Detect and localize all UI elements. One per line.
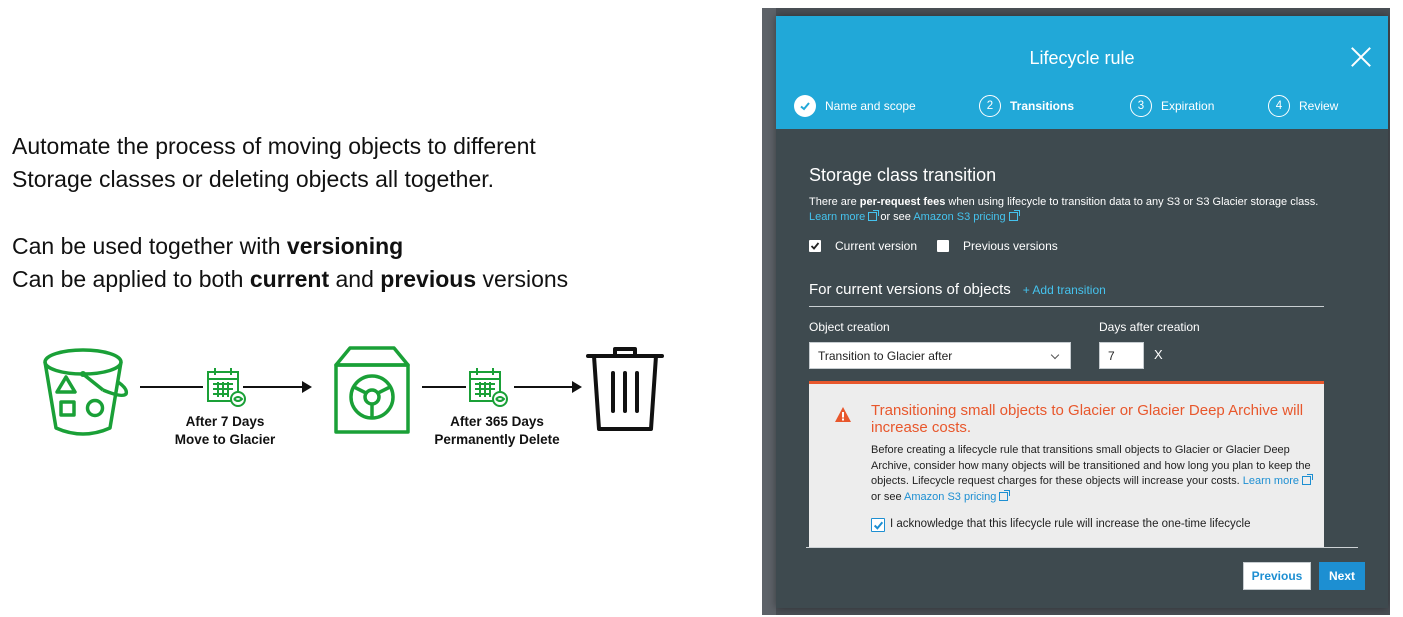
days-after-creation-label: Days after creation [1099, 320, 1200, 334]
para1-line2: Storage classes or deleting objects all together. [12, 166, 495, 192]
calendar-icon [467, 366, 509, 408]
lifecycle-rule-modal [776, 16, 1388, 608]
para2-line2: Can be applied to both current and previous versions [12, 266, 569, 292]
step-expiration[interactable] [1130, 95, 1214, 117]
modal-footer [776, 548, 1388, 608]
previous-button[interactable]: Previous [1243, 562, 1311, 590]
remove-transition-button[interactable]: X [1154, 347, 1163, 362]
modal-body[interactable] [776, 129, 1388, 548]
current-version-checkbox[interactable] [809, 240, 821, 252]
para1-line1: Automate the process of moving objects to different [12, 133, 536, 159]
previous-versions-label: Previous versions [963, 239, 1058, 253]
s3-pricing-link[interactable]: Amazon S3 pricing [904, 490, 997, 503]
current-versions-title: For current versions of objects + Add transition [809, 281, 1106, 298]
days-after-creation-input[interactable]: 7 [1099, 342, 1144, 369]
trash-icon [585, 345, 665, 433]
step-number: 4 [1268, 95, 1290, 117]
step-transitions[interactable] [979, 95, 1074, 117]
acknowledge-row [871, 518, 1311, 532]
para2-line1: Can be used together with versioning [12, 233, 404, 259]
previous-versions-checkbox[interactable] [937, 240, 949, 252]
modal-header [776, 16, 1388, 129]
step-label: Name and scope [825, 99, 916, 113]
step-name-and-scope[interactable] [794, 95, 916, 117]
step-review[interactable] [1268, 95, 1338, 117]
s3-bucket-icon [40, 342, 130, 438]
external-link-icon [999, 492, 1008, 501]
step-label: Transitions [1010, 99, 1075, 113]
learn-more-link[interactable]: Learn more [809, 211, 866, 223]
flow-label-move-to-glacier: After 7 Days Move to Glacier [174, 414, 276, 447]
slide-paragraph-automate [12, 130, 536, 196]
step-label: Review [1299, 99, 1339, 113]
calendar-icon [205, 366, 247, 408]
flow-label-permanently-delete: After 365 Days Permanently Delete [434, 414, 560, 447]
step-complete-check-icon [794, 95, 816, 117]
section-title: Storage class transition [809, 165, 997, 185]
cost-warning-alert [809, 381, 1324, 548]
slide-paragraph-versioning [12, 230, 568, 296]
modal-title: Lifecycle rule [1029, 48, 1135, 68]
object-creation-select[interactable]: Transition to Glacier after [809, 342, 1071, 369]
section-divider [809, 306, 1324, 307]
chevron-down-icon [1051, 351, 1059, 359]
aws-console-screenshot [762, 8, 1390, 615]
step-number: 3 [1130, 95, 1152, 117]
s3-pricing-link[interactable]: Amazon S3 pricing [913, 211, 1006, 223]
warning-title: Transitioning small objects to Glacier or Glacier Deep Archive will increase costs. [871, 402, 1304, 436]
current-version-label: Current version [835, 239, 918, 253]
step-label: Expiration [1161, 99, 1215, 113]
close-icon[interactable] [1350, 46, 1372, 68]
learn-more-link[interactable]: Learn more [1242, 475, 1299, 487]
add-transition-link[interactable]: + Add transition [1022, 283, 1106, 297]
warning-icon [834, 406, 852, 424]
glacier-vault-icon [332, 345, 412, 435]
next-button[interactable]: Next [1319, 562, 1365, 590]
per-request-fees-notice: There are per-request fees when using lifecycle to transition data to any S3 or S3 Glacier storage class. Learn more or see Amazon S3 pricing [809, 196, 1319, 223]
step-number: 2 [979, 95, 1001, 117]
external-link-icon [1302, 476, 1311, 485]
external-link-icon [1009, 212, 1018, 221]
console-background [762, 8, 776, 615]
acknowledge-label: I acknowledge that this lifecycle rule will increase the one-time lifecycle [890, 518, 1251, 530]
external-link-icon [868, 212, 877, 221]
version-checkboxes [809, 239, 1078, 253]
acknowledge-checkbox[interactable] [871, 518, 885, 532]
warning-description: Before creating a lifecycle rule that transitions small objects to Glacier or Glacier Deep Archive, consider how many objects will be transitioned and how long you plan to keep the objects. Lifecycle request charges for these objects will increase your costs. Learn more or see Amazon S3 pricing [871, 444, 1311, 503]
object-creation-label: Object creation [809, 320, 890, 334]
